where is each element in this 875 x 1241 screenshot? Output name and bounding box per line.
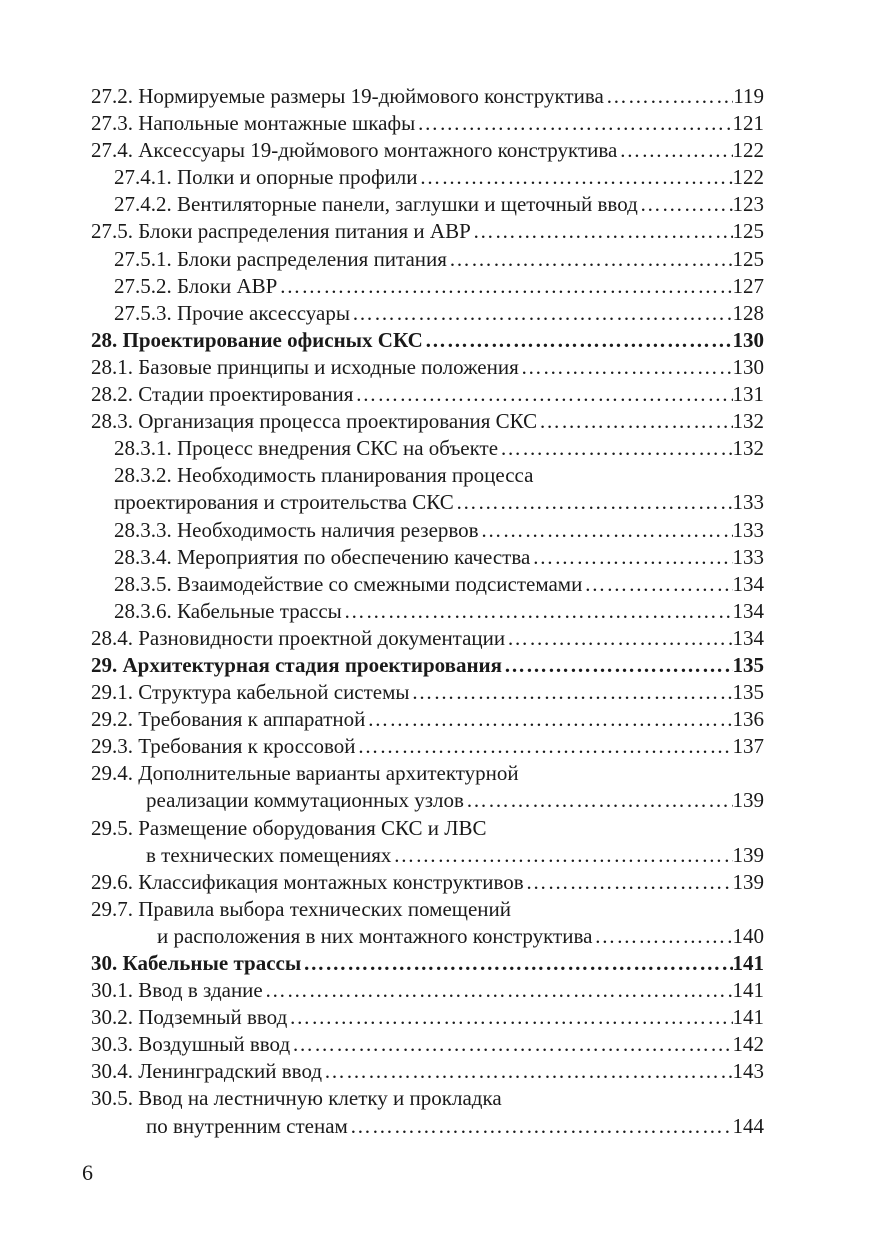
- toc-entry-page: 137: [732, 734, 764, 759]
- toc-entry-page: 119: [733, 84, 764, 108]
- toc-entry-title: 29.6. Классификация монтажных конструктивов: [91, 869, 524, 894]
- toc-entry-page: 144: [732, 1113, 764, 1138]
- toc-entry: [91, 787, 764, 814]
- toc-dot-leader: [502, 652, 732, 679]
- toc-entry-title: проектирования и строительства СКС: [114, 490, 454, 515]
- toc-entry-title: 28.3.2. Необходимость планирования процесса: [114, 463, 534, 488]
- toc-entry-title: 29.3. Требования к кроссовой: [91, 734, 356, 759]
- toc-entry: [91, 544, 764, 571]
- toc-entry-page: 139: [732, 842, 764, 867]
- toc-entry-title: 28.2. Стадии проектирования: [91, 382, 354, 407]
- toc-entry-page: 132: [732, 436, 764, 461]
- toc-entry: [91, 1031, 764, 1058]
- toc-dot-leader: [263, 977, 733, 1004]
- toc-entry-title: 27.4.1. Полки и опорные профили: [114, 165, 418, 190]
- toc-dot-leader: [519, 354, 733, 381]
- toc-entry-title: и расположения в них монтажного конструктива: [157, 923, 593, 948]
- toc-entry: [91, 923, 764, 950]
- toc-entry-title: 28.3.6. Кабельные трассы: [114, 598, 342, 623]
- toc-entry-page: 130: [732, 327, 764, 352]
- toc-entry: [91, 652, 764, 679]
- toc-dot-leader: [505, 625, 732, 652]
- toc-entry-title: 27.3. Напольные монтажные шкафы: [91, 111, 416, 136]
- toc-dot-leader: [464, 787, 733, 814]
- toc-entry-page: 134: [732, 598, 764, 623]
- toc-dot-leader: [617, 137, 732, 164]
- toc-entry: [91, 327, 764, 354]
- page-number: 6: [82, 1160, 93, 1185]
- toc-entry: [91, 1113, 764, 1140]
- toc-entry: [91, 300, 764, 327]
- toc-dot-leader: [423, 327, 733, 354]
- toc-entry-page: 132: [732, 409, 764, 434]
- toc-entry-title: реализации коммутационных узлов: [146, 788, 464, 813]
- toc-entry: [91, 137, 764, 164]
- toc-entry-title: 27.5.2. Блоки АВР: [114, 273, 278, 298]
- toc-entry: [91, 408, 764, 435]
- toc-entry: [91, 381, 764, 408]
- toc-entry: [91, 517, 764, 544]
- toc-entry-title: 27.2. Нормируемые размеры 19-дюймового конструктива: [91, 84, 604, 108]
- toc-entry: [91, 435, 764, 462]
- toc-entry-title: в технических помещениях: [146, 842, 392, 867]
- toc-entry-page: 133: [732, 517, 764, 542]
- toc-entry: [91, 354, 764, 381]
- toc-entry-page: 130: [732, 354, 764, 379]
- toc-entry-title: 29.5. Размещение оборудования СКС и ЛВС: [91, 815, 487, 840]
- toc-entry-title: 30.1. Ввод в здание: [91, 978, 263, 1003]
- toc-dot-leader: [447, 246, 733, 273]
- toc-entry-title: 30.4. Ленинградский ввод: [91, 1059, 323, 1084]
- toc-entry: [91, 1058, 764, 1085]
- toc-entry-title: 28.3.1. Процесс внедрения СКС на объекте: [114, 436, 499, 461]
- toc-entry-page: 134: [732, 625, 764, 650]
- toc-dot-leader: [290, 1031, 732, 1058]
- toc-entry: [91, 896, 764, 923]
- toc-entry-title: 27.4.2. Вентиляторные панели, заглушки и щеточный ввод: [114, 192, 638, 217]
- toc-entry-page: 136: [732, 707, 764, 732]
- toc-dot-leader: [530, 544, 732, 571]
- toc-dot-leader: [537, 408, 732, 435]
- toc-entry-title: 28. Проектирование офисных СКС: [91, 327, 423, 352]
- toc-entry-page: 141: [732, 1005, 764, 1030]
- toc-entry-title: 29.4. Дополнительные варианты архитектурной: [91, 761, 519, 786]
- toc-dot-leader: [301, 950, 732, 977]
- toc-entry: [91, 842, 764, 869]
- toc-entry-page: 127: [732, 273, 764, 298]
- toc-entry-page: 122: [732, 165, 764, 190]
- toc-entry-title: 29.1. Структура кабельной системы: [91, 680, 410, 705]
- toc-entry: [91, 273, 764, 300]
- toc-entry: [91, 977, 764, 1004]
- toc-entry-title: по внутренним стенам: [146, 1113, 348, 1138]
- toc-dot-leader: [479, 517, 733, 544]
- toc-entry: [91, 110, 764, 137]
- toc-dot-leader: [415, 110, 732, 137]
- toc-entry: [91, 571, 764, 598]
- toc-dot-leader: [350, 300, 733, 327]
- toc-dot-leader: [604, 83, 733, 110]
- toc-entry-page: 125: [732, 219, 764, 244]
- toc-entry: [91, 246, 764, 273]
- toc-entry-page: 141: [732, 978, 764, 1003]
- toc-entry-page: 139: [732, 788, 764, 813]
- toc-entry: [91, 869, 764, 896]
- toc-entry-title: 27.5.1. Блоки распределения питания: [114, 246, 447, 271]
- toc-dot-leader: [287, 1004, 732, 1031]
- toc-entry: [91, 164, 764, 191]
- toc-dot-leader: [471, 218, 733, 245]
- toc-dot-leader: [418, 164, 733, 191]
- toc-entry-page: 134: [732, 571, 764, 596]
- toc-dot-leader: [277, 273, 732, 300]
- toc-entry-page: 131: [732, 382, 764, 407]
- toc-entry: [91, 83, 764, 110]
- toc-entry: [91, 1004, 764, 1031]
- toc-dot-leader: [410, 679, 733, 706]
- toc-entry: [91, 815, 764, 842]
- toc-dot-leader: [365, 706, 732, 733]
- toc-entry-title: 29.7. Правила выбора технических помещений: [91, 896, 511, 921]
- toc-entry-page: 135: [732, 680, 764, 705]
- table-of-contents: [91, 83, 764, 1140]
- toc-dot-leader: [391, 842, 732, 869]
- toc-entry-page: 128: [732, 300, 764, 325]
- toc-dot-leader: [355, 733, 732, 760]
- toc-entry: [91, 218, 764, 245]
- toc-entry-title: 29.2. Требования к аппаратной: [91, 707, 366, 732]
- toc-dot-leader: [454, 489, 733, 516]
- toc-entry: [91, 598, 764, 625]
- toc-entry-title: 29. Архитектурная стадия проектирования: [91, 652, 503, 677]
- toc-entry-page: 123: [732, 192, 764, 217]
- toc-entry-title: 27.5.3. Прочие аксессуары: [114, 300, 350, 325]
- toc-entry: [91, 489, 764, 516]
- toc-entry: [91, 462, 764, 489]
- toc-entry-title: 28.3.3. Необходимость наличия резервов: [114, 517, 479, 542]
- toc-entry-page: 143: [732, 1059, 764, 1084]
- toc-dot-leader: [638, 191, 733, 218]
- toc-entry-title: 27.4. Аксессуары 19-дюймового монтажного конструктива: [91, 138, 618, 163]
- toc-entry-title: 30. Кабельные трассы: [91, 951, 302, 975]
- toc-entry-page: 140: [732, 923, 764, 948]
- toc-dot-leader: [353, 381, 732, 408]
- toc-entry-page: 142: [732, 1032, 764, 1057]
- toc-dot-leader: [524, 869, 733, 896]
- toc-dot-leader: [592, 923, 732, 950]
- toc-entry: [91, 1085, 764, 1112]
- toc-entry-page: 122: [732, 138, 764, 163]
- toc-dot-leader: [582, 571, 732, 598]
- toc-entry-page: 121: [732, 111, 764, 136]
- toc-entry: [91, 679, 764, 706]
- toc-entry-page: 141: [732, 951, 764, 975]
- toc-entry-title: 30.5. Ввод на лестничную клетку и прокладка: [91, 1086, 502, 1111]
- toc-entry-title: 28.4. Разновидности проектной документации: [91, 625, 506, 650]
- toc-entry-title: 30.2. Подземный ввод: [91, 1005, 288, 1030]
- toc-entry-title: 30.3. Воздушный ввод: [91, 1032, 291, 1057]
- toc-entry: [91, 950, 764, 977]
- toc-entry: [91, 706, 764, 733]
- toc-entry: [91, 625, 764, 652]
- toc-entry-page: 135: [732, 652, 764, 677]
- toc-dot-leader: [322, 1058, 732, 1085]
- toc-entry-page: 133: [732, 544, 764, 569]
- toc-entry-title: 28.3.5. Взаимодействие со смежными подсистемами: [114, 571, 583, 596]
- toc-entry: [91, 191, 764, 218]
- toc-entry-title: 28.3. Организация процесса проектирования СКС: [91, 409, 538, 434]
- toc-entry-page: 139: [732, 869, 764, 894]
- toc-entry: [91, 733, 764, 760]
- toc-entry-page: 125: [732, 246, 764, 271]
- toc-entry: [91, 760, 764, 787]
- toc-dot-leader: [498, 435, 732, 462]
- toc-entry-title: 28.3.4. Мероприятия по обеспечению качества: [114, 544, 531, 569]
- toc-dot-leader: [348, 1113, 733, 1140]
- toc-entry-title: 27.5. Блоки распределения питания и АВР: [91, 219, 471, 244]
- toc-entry-page: 133: [732, 490, 764, 515]
- toc-dot-leader: [342, 598, 733, 625]
- toc-entry-title: 28.1. Базовые принципы и исходные положения: [91, 354, 519, 379]
